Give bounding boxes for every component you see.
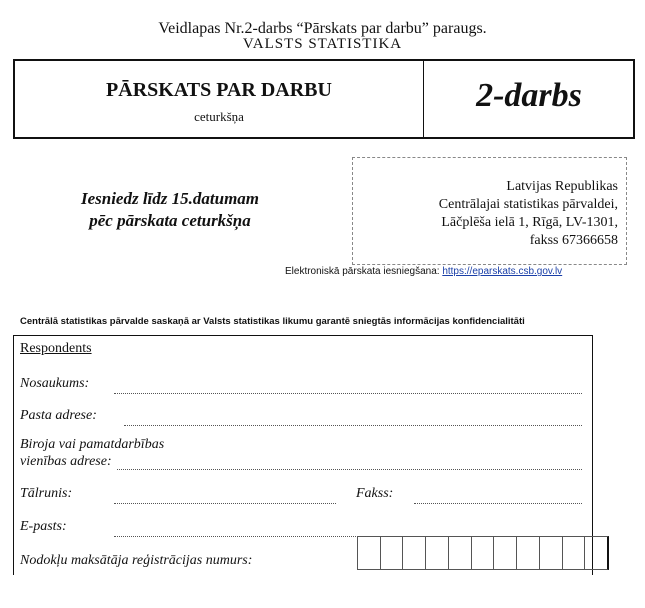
digit-box[interactable] (402, 536, 425, 570)
digit-box[interactable] (471, 536, 494, 570)
phone-field[interactable] (114, 503, 336, 504)
confidentiality-statement: Centrālā statistikas pārvalde saskaņā ar Valsts statistikas likumu garantē sniegtās informācijas konfidencialitāti (20, 316, 525, 327)
email-label: E-pasts: (20, 519, 67, 534)
recipient-line: Lāčplēša ielā 1, Rīgā, LV-1301, (441, 215, 618, 230)
office-address-field[interactable] (117, 469, 582, 470)
header-box (13, 59, 635, 139)
recipient-line: Centrālajai statistikas pārvaldei, (438, 197, 618, 212)
recipient-line: fakss 67366658 (529, 233, 618, 248)
top-subcaption: VALSTS STATISTIKA (242, 36, 403, 52)
digit-box[interactable] (448, 536, 471, 570)
office-address-label-2: vienības adrese: (20, 454, 112, 469)
digit-box[interactable] (493, 536, 516, 570)
fax-field[interactable] (414, 503, 582, 504)
phone-label: Tālrunis: (20, 486, 73, 501)
digit-box[interactable] (380, 536, 403, 570)
office-address-label-1: Biroja vai pamatdarbības (20, 437, 165, 452)
fax-label: Fakss: (356, 486, 394, 501)
digit-box[interactable] (425, 536, 448, 570)
deadline-line-1: Iesniedz līdz 15.datumam (80, 189, 260, 208)
top-caption: Veidlapas Nr.2-darbs “Pārskats par darbu” paraugs. (158, 20, 487, 37)
taxpayer-number-label: Nodokļu maksātāja reģistrācijas numurs: (20, 553, 253, 568)
recipient-address-box (352, 157, 627, 265)
recipient-lines (439, 178, 618, 250)
deadline-note (20, 188, 320, 232)
eparskats-link[interactable]: https://eparskats.csb.gov.lv (442, 266, 563, 277)
digit-box[interactable] (584, 536, 609, 570)
form-code: 2-darbs (476, 77, 582, 114)
electronic-submission (285, 266, 562, 277)
postal-address-label: Pasta adrese: (20, 408, 97, 423)
digit-box[interactable] (539, 536, 562, 570)
digit-box[interactable] (357, 536, 380, 570)
digit-box[interactable] (562, 536, 585, 570)
recipient-line: Latvijas Republikas (506, 179, 618, 194)
electronic-label: Elektroniskā pārskata iesniegšana: (285, 266, 443, 277)
name-field[interactable] (114, 393, 582, 394)
deadline-line-2: pēc pārskata ceturkšņa (89, 211, 251, 230)
taxpayer-number-boxes[interactable] (357, 536, 609, 570)
form-title: PĀRSKATS PAR DARBU (106, 79, 332, 101)
respondent-title: Respondents (20, 341, 92, 356)
postal-address-field[interactable] (124, 425, 582, 426)
form-period: ceturkšņa (194, 109, 244, 124)
name-label: Nosaukums: (20, 376, 90, 391)
digit-box[interactable] (516, 536, 539, 570)
